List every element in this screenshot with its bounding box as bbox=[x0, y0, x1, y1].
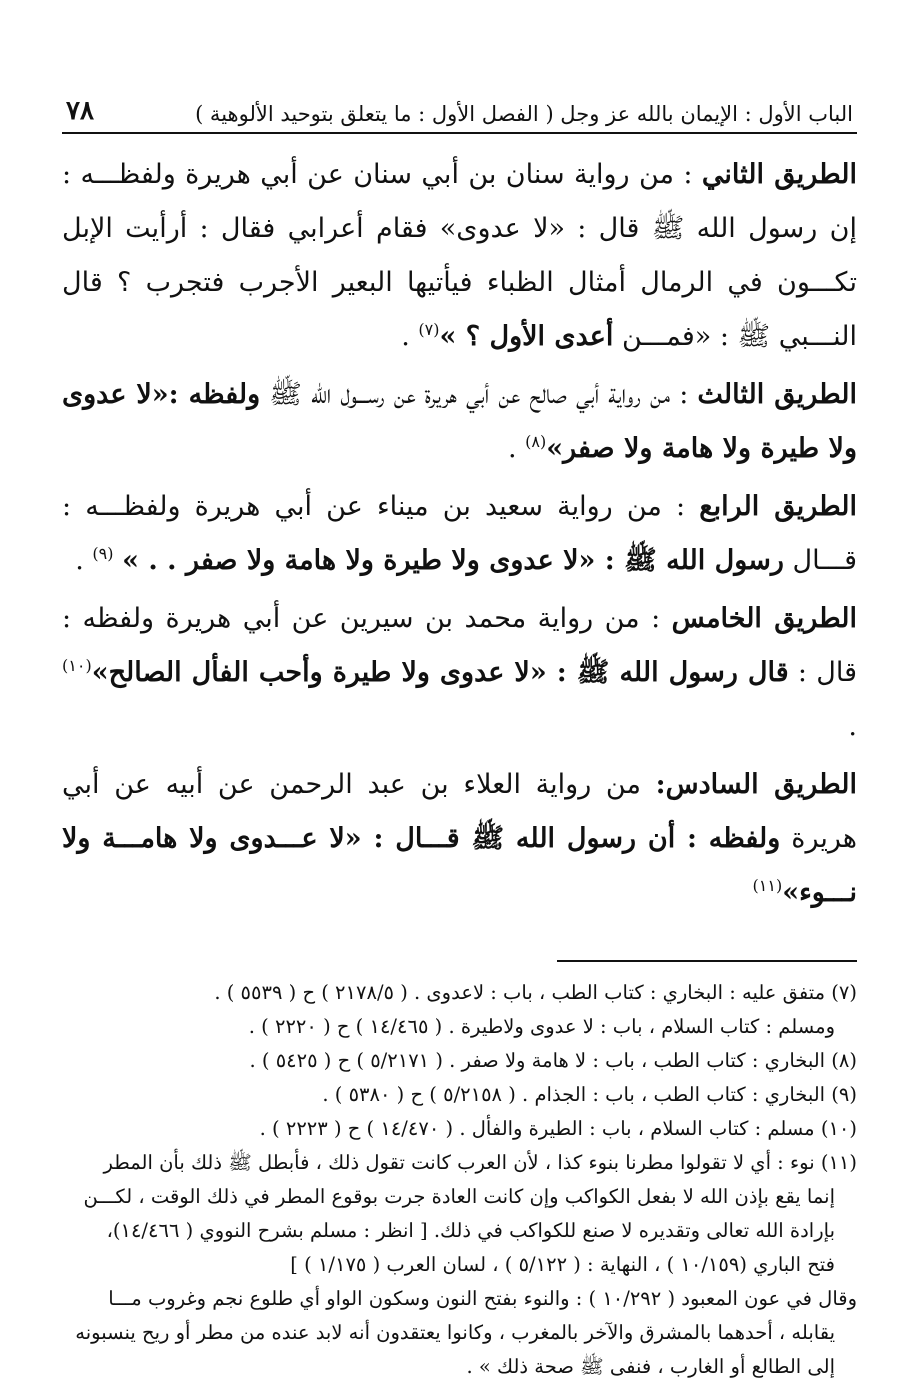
footnote-line: (١٠) مسلم : كتاب السلام ، باب : الطيرة والفأل . ( ١٤/٤٧٠ ) ح ( ٢٢٢٣ ) . bbox=[259, 1117, 857, 1140]
footnote-line: (١١) نوء : أي لا تقولوا مطرنا بنوء كذا ، لأن العرب كانت تقول ذلك ، فأبطل ﷺ ذلك بأن المطر bbox=[103, 1151, 857, 1174]
main-text bbox=[62, 148, 857, 920]
route-heading: الطريق الثالث bbox=[697, 379, 858, 410]
route-heading: الطريق الخامس bbox=[671, 603, 857, 634]
paragraph-sixth-route bbox=[62, 758, 857, 920]
route-heading: الطريق الثاني bbox=[701, 159, 858, 190]
footnote-line: فتح الباري (١٠/١٥٩ ) ، النهاية : ( ٥/١٢٢ ) ، لسان العرب ( ١/١٧٥ ) ] bbox=[290, 1253, 835, 1276]
footnote-ref: (١٠) bbox=[62, 656, 92, 675]
text-line: قال رسول الله ﷺ : «لا عدوى ولا طيرة وأحب الفأل الصالح» bbox=[91, 657, 789, 688]
footnote-line: (٩) البخاري : كتاب الطب ، باب : الجذام . ( ٥/٢١٥٨ ) ح ( ٥٣٨٠ ) . bbox=[322, 1083, 857, 1106]
route-heading: الطريق الرابع bbox=[699, 491, 858, 522]
footnote-line: (٧) متفق عليه : البخاري : كتاب الطب ، باب : لاعدوى . ( ٢١٧٨/٥ ) ح ( ٥٥٣٩ ) . bbox=[214, 981, 857, 1004]
paragraph-fifth-route: الطريق الخامس : من رواية محمد بن سيرين عن أبي هريرة ولفظه : قال : قال رسول الله ﷺ : «لا عدوى ولا طيرة وأحب الفأل الصالح»$^{(١٠)}$ . bbox=[62, 603, 857, 742]
running-header bbox=[62, 96, 857, 134]
text-line: رسول الله ﷺ قال : «لا عدوى» فقام أعرابي فقال : أرأيت الإبل تكـــون في bbox=[62, 213, 857, 298]
text-line: ولفظه :«لا عدوى ولا طيرة ولا هامة ولا صفر» bbox=[62, 379, 857, 464]
footnote-line: ومسلم : كتاب السلام ، باب : لا عدوى ولاطيرة . ( ١٤/٤٦٥ ) ح ( ٢٢٢٠ ) . bbox=[248, 1015, 835, 1038]
footnote-line: وقال في عون المعبود ( ١٠/٢٩٢ ) : والنوء بفتح النون وسكون الواو أي طلوع نجم وغروب مـــا bbox=[108, 1287, 857, 1310]
footnote-ref: (١١) bbox=[752, 876, 783, 895]
text-line: أعدى الأول ؟ » bbox=[439, 321, 614, 352]
text-line: الرمال أمثال الظباء فيأتيها البعير الأجرب فتجرب ؟ قال النـــبي ﷺ : «فمـــن bbox=[62, 267, 857, 352]
text-line: من رواية سنان بن أبي سنان عن أبي هريرة ولفظـــه : إن bbox=[62, 159, 857, 244]
footnotes bbox=[62, 976, 857, 1384]
footnote-ref: (٩) bbox=[92, 544, 114, 563]
text-line: من رواية سعيد بن ميناء عن أبي هريرة ولفظـــه : قـــال bbox=[62, 491, 857, 576]
text-line: من رواية أبي صالح عن أبي هريرة عن رســـول الله ﷺ bbox=[269, 379, 671, 410]
page-number: ٧٨ bbox=[66, 96, 94, 126]
text-line: من رواية محمد بن سيرين عن أبي هريرة ولفظه : قال : bbox=[62, 603, 857, 688]
text-line: رسول الله ﷺ : «لا عدوى ولا طيرة ولا هامة ولا صفر . . » bbox=[122, 545, 784, 576]
chapter-title: الباب الأول : الإيمان بالله عز وجل ( الفصل الأول : ما يتعلق بتوحيد الألوهية ) bbox=[195, 102, 853, 126]
footnote-line: إنما يقع بإذن الله لا بفعل الكواكب وإن كانت العادة جرت بوقوع المطر في ذلك الوقت ، لكـــن bbox=[83, 1185, 835, 1208]
footnote-separator bbox=[557, 960, 857, 962]
footnote-line: إلى الطالع أو الغارب ، فنفى ﷺ صحة ذلك » . bbox=[466, 1355, 835, 1378]
footnote-ref: (٧) bbox=[418, 320, 440, 339]
paragraph-fourth-route: الطريق الرابع : من رواية سعيد بن ميناء عن أبي هريرة ولفظـــه : قـــال رسول الله ﷺ : «لا عدوى ولا طيرة ولا هامة ولا صفر . . » $^{(٩)}$ . bbox=[62, 491, 858, 576]
footnote-line: يقابله ، أحدهما بالمشرق والآخر بالمغرب ، وكانوا يعتقدون أنه لابد عنده من مطر أو ريح ينسبونه bbox=[75, 1321, 835, 1344]
paragraph-second-route: الطريق الثاني : من رواية سنان بن أبي سنان عن أبي هريرة ولفظـــه : إن رسول الله ﷺ قال : «لا عدوى» فقام أعرابي فقال : أرأيت الإبل تكـــون في الرمال أمثال الظباء فيأتيها البعير الأجرب فتجرب ؟ قال النـــبي ﷺ : «فمـــن أعدى الأول ؟ »$^{(٧)}$ . bbox=[62, 159, 858, 352]
footnote-line: (٨) البخاري : كتاب الطب ، باب : لا هامة ولا صفر . ( ٥/٢١٧١ ) ح ( ٥٤٢٥ ) . bbox=[249, 1049, 857, 1072]
footnote-line: بإرادة الله تعالى وتقديره لا صنع للكواكب في ذلك. [ انظر : مسلم بشرح النووي ( ١٤/٤٦٦)، bbox=[106, 1219, 835, 1242]
text-line: من رواية العلاء بن عبد الرحمن عن أبيه عن أبي هريرة bbox=[62, 769, 857, 854]
text-line: ولفظه : أن رسول الله ﷺ قـــال : «لا عـــدوى ولا هامـــة ولا نـــوء» bbox=[62, 823, 857, 908]
footnote-ref: (٨) bbox=[525, 432, 547, 451]
route-heading: الطريق السادس: bbox=[655, 769, 857, 800]
paragraph-third-route: الطريق الثالث : من رواية أبي صالح عن أبي هريرة عن رســـول الله ﷺ ولفظه :«لا عدوى ولا طيرة ولا هامة ولا صفر»$^{(٨)}$ . bbox=[62, 379, 858, 464]
